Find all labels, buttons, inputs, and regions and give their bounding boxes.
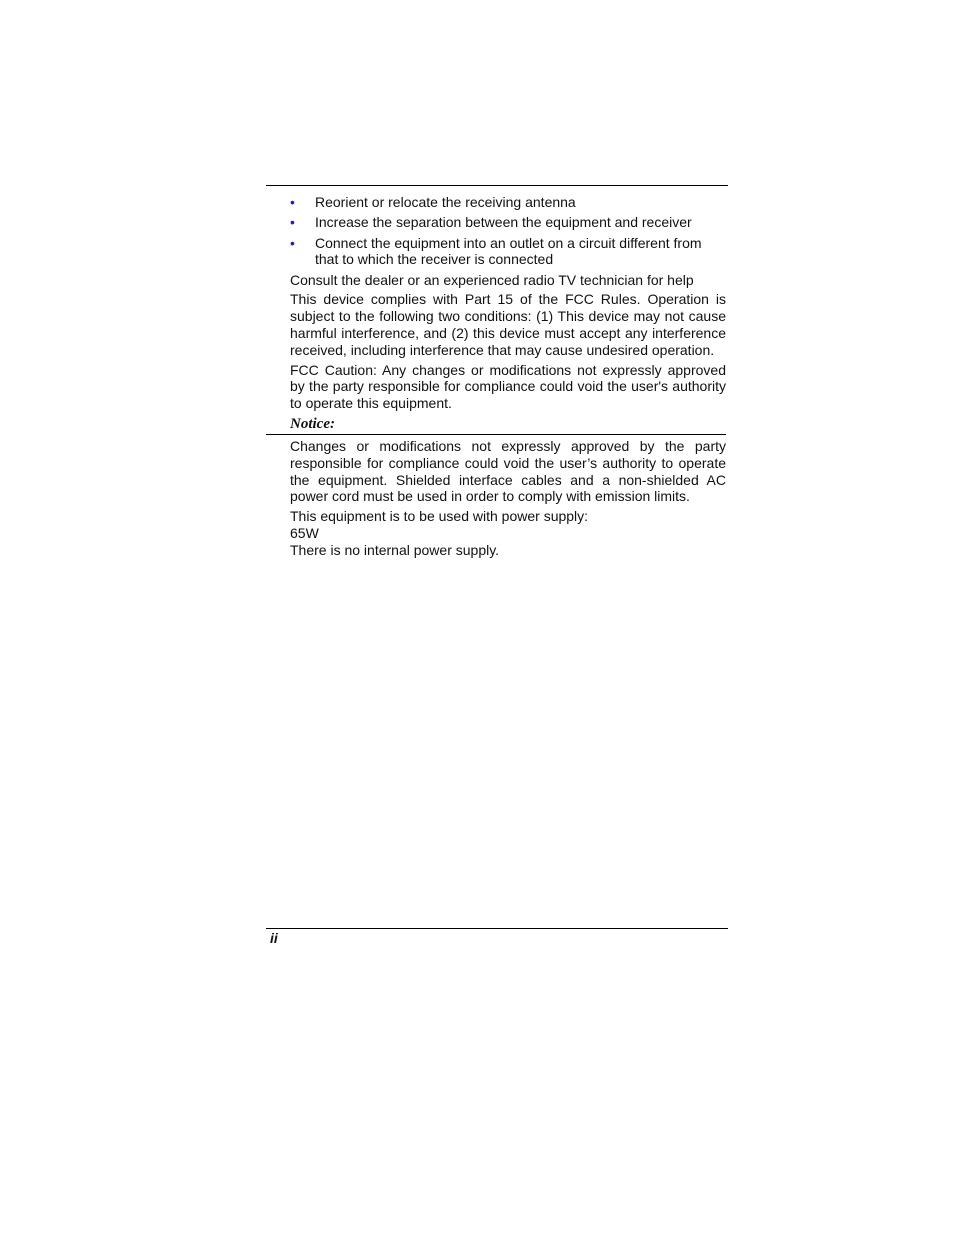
power-rating: 65W [290, 525, 319, 542]
fcc-part15-paragraph: This device complies with Part 15 of the FCC Rules. Operation is subject to the following two conditions: (1) This device may not cause harmful interference, and (2) this device must accept any interference received, including interference that may cause undesired operation. [290, 291, 726, 358]
notice-title: Notice: [290, 416, 335, 433]
bullet-icon: • [290, 234, 295, 251]
bullet-icon: • [290, 194, 295, 210]
page-number: ii [270, 930, 278, 946]
bullet-text: Reorient or relocate the receiving antenna [315, 194, 576, 210]
notice-body-paragraph: Changes or modifications not expressly approved by the party responsible for compliance could void the user’s authority to operate the equipment. Shielded interface cables and a non-shielded AC power cord must be used in order to comply with emission limits. [290, 438, 726, 505]
consult-paragraph: Consult the dealer or an experienced radio TV technician for help [290, 271, 694, 288]
bullet-item-separation [290, 214, 726, 231]
bullet-text: Connect the equipment into an outlet on a circuit different from that to which the receiver is connected [315, 234, 702, 268]
bullet-text: Increase the separation between the equipment and receiver [315, 214, 692, 231]
notice-heading-block [266, 415, 726, 435]
bullet-item-reorient [290, 194, 726, 211]
power-supply-line: This equipment is to be used with power supply: [290, 508, 589, 525]
top-rule [266, 185, 728, 186]
page-content [290, 194, 726, 562]
fcc-caution-paragraph: FCC Caution: Any changes or modifications not expressly approved by the party responsible for compliance could void the user's authority to operate this equipment. [290, 361, 726, 412]
bullet-item-outlet [290, 235, 726, 269]
bottom-rule [266, 928, 728, 929]
bullet-icon: • [290, 214, 295, 231]
internal-supply-line: There is no internal power supply. [290, 541, 500, 558]
bullet-list [290, 194, 726, 268]
